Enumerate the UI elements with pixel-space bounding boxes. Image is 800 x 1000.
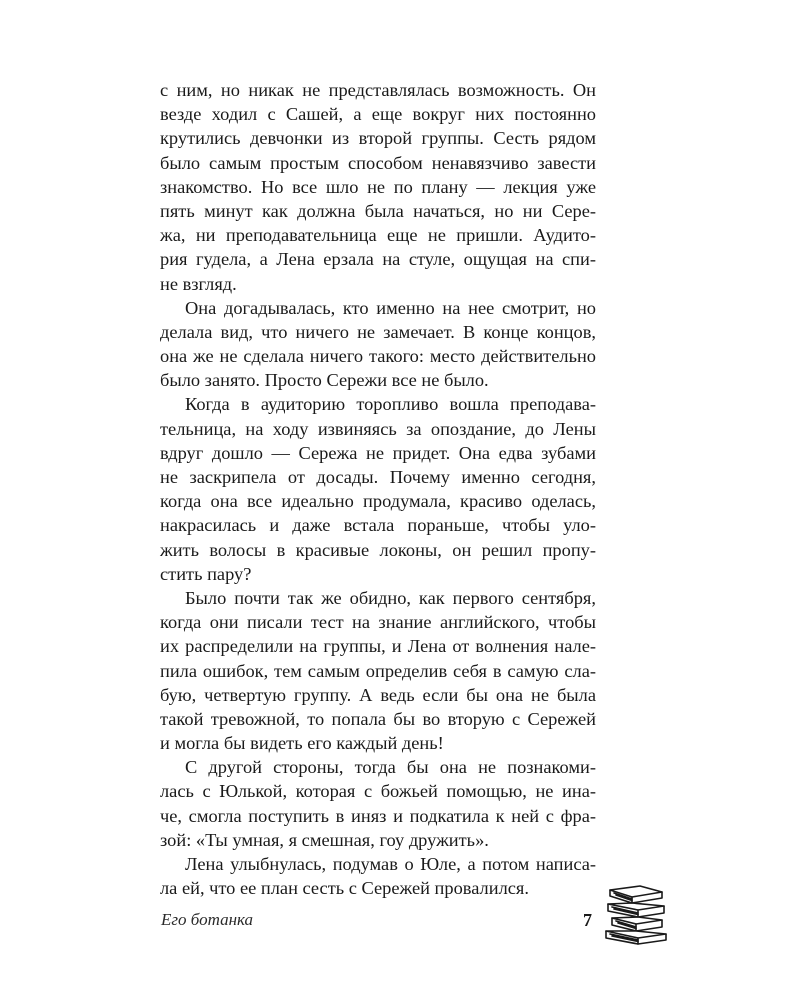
text-line: зой: «Ты умная, я смешная, гоу дружить». — [160, 829, 489, 850]
text-line: делала вид, что ничего не замечает. В конце концов, — [160, 321, 596, 342]
text-line: она же не сделала ничего такого: место действительно — [160, 346, 596, 367]
text-line: когда она все идеально продумала, красиво оделась, — [160, 491, 596, 512]
paragraph — [160, 755, 596, 852]
text-line: пила ошибок, тем самым определив себя в самую сла- — [160, 660, 596, 681]
text-line: такой тревожной, то попала бы во вторую с Сережей — [160, 708, 596, 729]
page-number: 7 — [583, 910, 592, 930]
text-line: Она догадывалась, кто именно на нее смотрит, но — [185, 297, 596, 318]
body-text — [160, 78, 596, 900]
text-line: и могла бы видеть его каждый день! — [160, 733, 444, 754]
text-line: жить волосы в красивые локоны, он решил пропу- — [160, 539, 596, 560]
paragraph — [160, 78, 596, 296]
text-line: жа, ни преподавательница еще не пришли. Аудито- — [160, 225, 596, 246]
text-line: с ним, но никак не представлялась возможность. Он — [160, 80, 596, 100]
books-stack-icon — [602, 884, 668, 946]
text-line: Было почти так же обидно, как первого сентября, — [185, 587, 596, 608]
text-line: стить пару? — [160, 563, 252, 584]
paragraph — [160, 852, 596, 900]
text-line: лась с Юлькой, которая с божьей помощью, не ина- — [160, 781, 596, 802]
text-line: пять минут как должна была начаться, но ни Сере- — [160, 200, 596, 221]
text-line: ла ей, что ее план сесть с Сережей провалился. — [160, 878, 529, 899]
text-line: везде ходил с Сашей, а еще вокруг них постоянно — [160, 104, 596, 125]
text-line: накрасилась и даже встала пораньше, чтобы уло- — [160, 515, 596, 536]
text-line: Когда в аудиторию торопливо вошла преподава- — [185, 394, 596, 415]
text-line: тельница, на ходу извиняясь за опоздание, до Лены — [160, 418, 596, 439]
text-line: было занято. Просто Сережи все не было. — [160, 370, 489, 391]
text-line: С другой стороны, тогда бы она не познакоми- — [185, 757, 596, 778]
text-line: не взгляд. — [160, 273, 237, 294]
text-line: рия гудела, а Лена ерзала на стуле, ощущая на спи- — [160, 249, 596, 270]
text-line: когда они писали тест на знание английского, чтобы — [160, 612, 596, 633]
paragraph — [160, 392, 596, 586]
text-line: крутились девчонки из второй группы. Сесть рядом — [160, 128, 596, 149]
text-line: вдруг дошло — Сережа не придет. Она едва зубами — [160, 442, 596, 463]
text-line: было самым простым способом ненавязчиво завести — [160, 152, 596, 173]
running-footer-title: Его ботанка — [161, 910, 254, 929]
paragraph — [160, 296, 596, 393]
text-line: знакомство. Но все шло не по плану — лекция уже — [160, 176, 596, 197]
text-line: их распределили на группы, и Лена от волнения нале- — [160, 636, 596, 657]
text-line: Лена улыбнулась, подумав о Юле, а потом написа- — [185, 854, 596, 874]
text-line: не заскрипела от досады. Почему именно сегодня, — [160, 467, 596, 487]
text-line: бую, четвертую группу. А ведь если бы она не была — [160, 684, 596, 705]
paragraph — [160, 586, 596, 755]
text-line: че, смогла поступить в иняз и подкатила к ней с фра- — [160, 805, 596, 826]
